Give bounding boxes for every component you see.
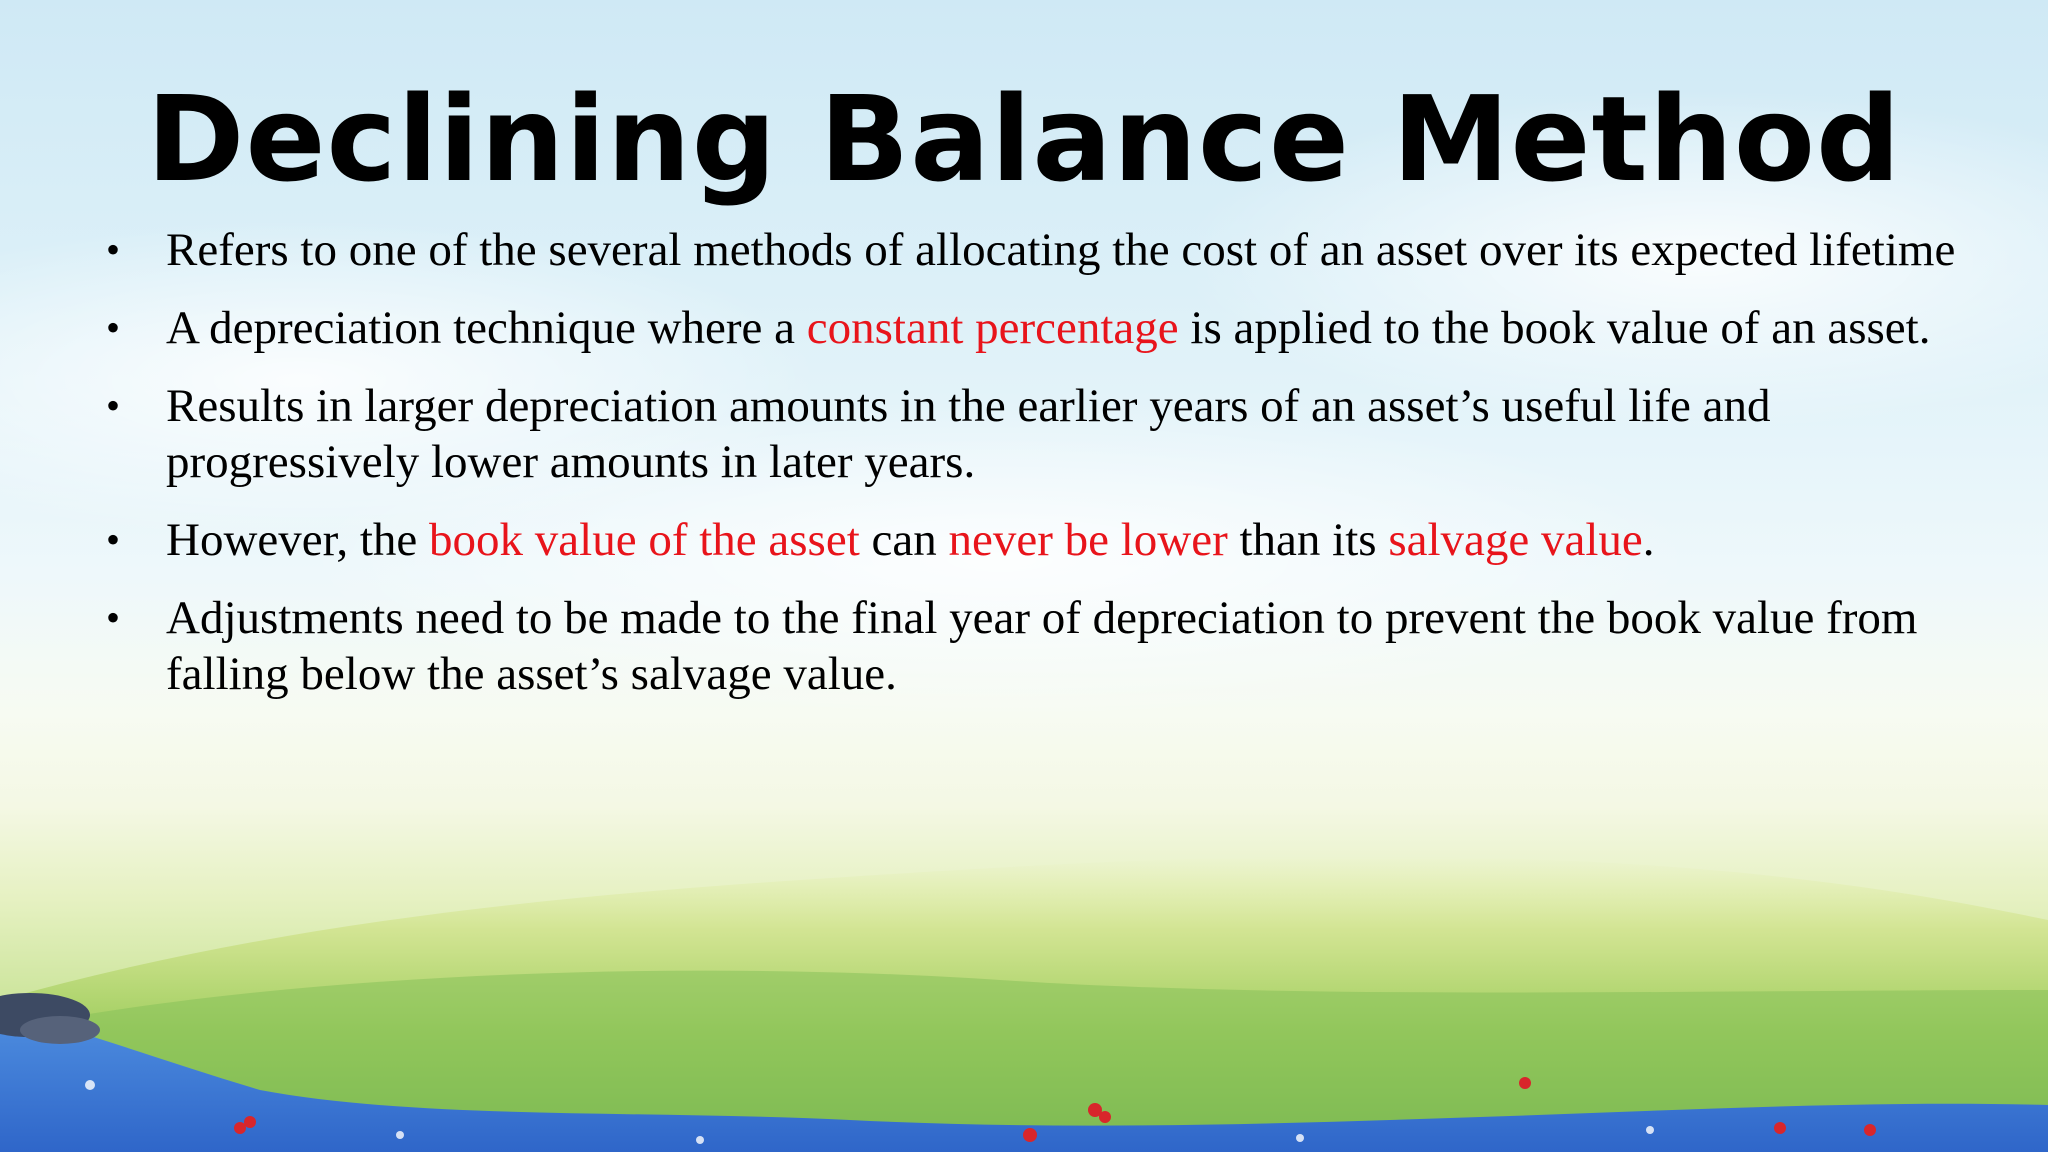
bullet-dot-icon: •	[106, 595, 121, 640]
bullet-text: is applied to the book value of an asset.	[1178, 302, 1931, 354]
bullet-text: can	[859, 514, 949, 566]
highlight-never-lower: never be lower	[948, 514, 1228, 566]
bullet-item-1	[104, 222, 1984, 278]
bullet-dot-icon: •	[106, 227, 121, 272]
bullet-text: A depreciation technique where a	[166, 302, 807, 354]
slide-title: Declining Balance Method	[146, 70, 1902, 208]
bullet-text: .	[1642, 514, 1655, 566]
bullet-text: Results in larger depreciation amounts in the earlier years of an asset’s useful life and progressively lower amounts in later years.	[166, 380, 1771, 488]
bullet-dot-icon: •	[106, 517, 121, 562]
bullet-text: than its	[1227, 514, 1389, 566]
bullet-text: Refers to one of the several methods of allocating the cost of an asset over its expected lifetime	[166, 224, 1956, 276]
bullet-text: Adjustments need to be made to the final year of depreciation to prevent the book value from falling below the asset’s salvage value.	[166, 592, 1918, 700]
highlight-book-value: book value of the asset	[429, 514, 860, 566]
highlight-constant-percentage: constant percentage	[806, 302, 1179, 354]
bullet-item-4	[104, 512, 1984, 568]
bullet-list	[104, 222, 1984, 724]
bullet-item-2	[104, 300, 1984, 356]
bullet-item-3	[104, 378, 1984, 490]
highlight-salvage-value: salvage value	[1388, 514, 1643, 566]
bullet-dot-icon: •	[106, 383, 121, 428]
bullet-item-5	[104, 590, 1984, 702]
bullet-dot-icon: •	[106, 305, 121, 350]
bullet-text: However, the	[166, 514, 430, 566]
